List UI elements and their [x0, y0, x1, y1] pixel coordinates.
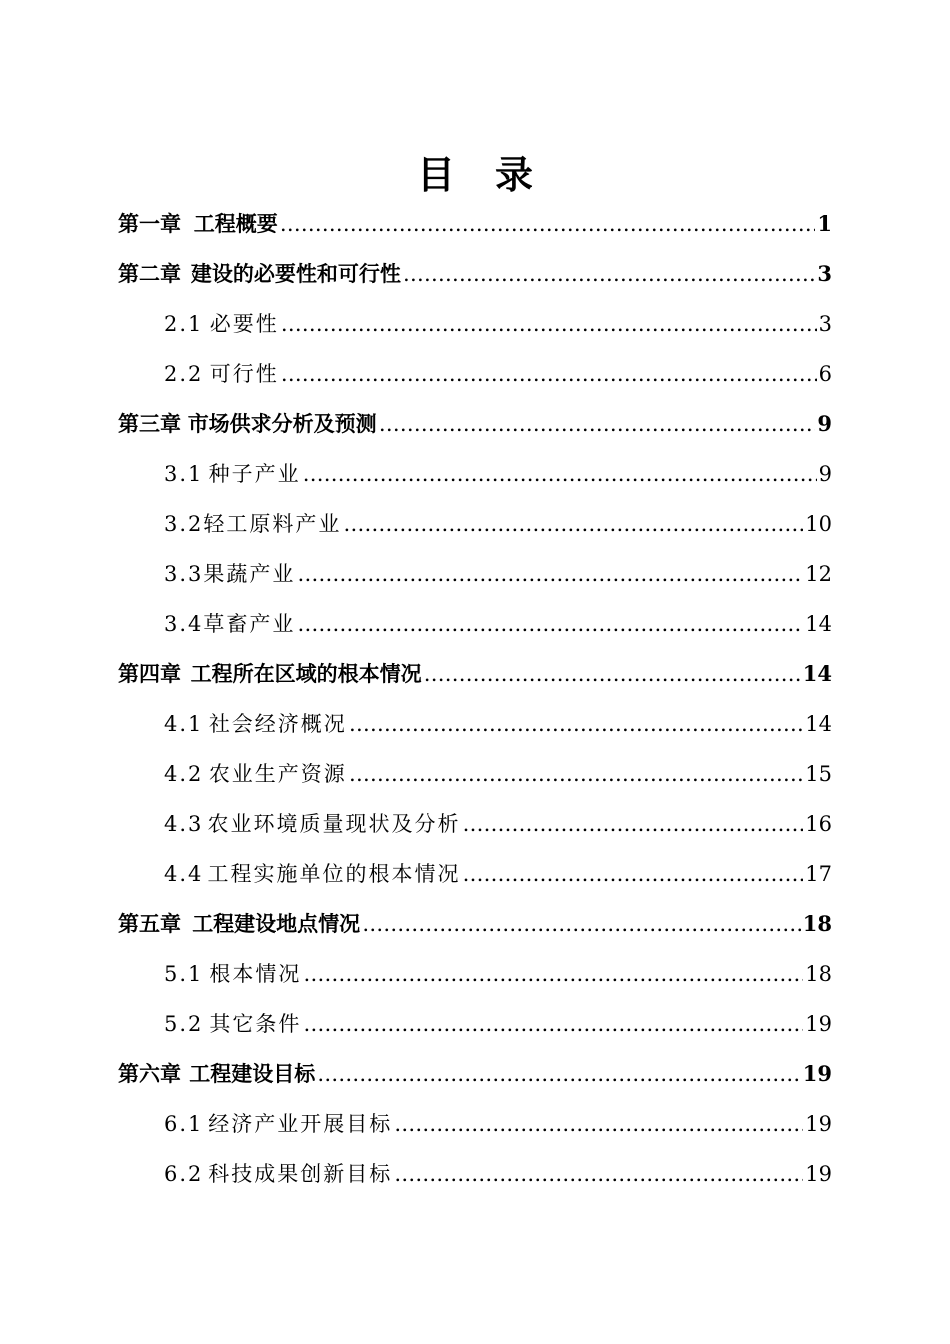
toc-leader-dots — [303, 449, 817, 499]
toc-entry-page: 6 — [818, 362, 832, 386]
toc-entry-text: 建设的必要性和可行性 — [190, 261, 401, 286]
toc-entry[interactable] — [118, 199, 832, 249]
toc-leader-dots — [403, 249, 816, 299]
toc-entry-page: 19 — [805, 1112, 832, 1136]
toc-leader-dots — [394, 1099, 803, 1149]
toc-entry-text: 工程建设目标 — [189, 1061, 316, 1086]
toc-entry-number: 6.2 — [164, 1162, 204, 1186]
toc-entry[interactable] — [164, 949, 832, 999]
toc-leader-dots — [281, 349, 817, 399]
toc-entry-page: 3 — [818, 312, 832, 336]
toc-entry-number: 3.3 — [164, 562, 204, 586]
toc-title-char-2: 录 — [495, 152, 534, 197]
toc-entry-text: 工程所在区域的根本情况 — [190, 661, 422, 686]
toc-entry-text: 经济产业开展目标 — [208, 1112, 393, 1136]
toc-leader-dots — [297, 599, 803, 649]
toc-title — [0, 148, 950, 202]
toc-entry-text: 必要性 — [209, 312, 279, 336]
toc-entry-number: 3.4 — [164, 612, 204, 636]
toc-entry-text: 草畜产业 — [203, 612, 296, 636]
toc-entry-number: 第四章 — [118, 661, 181, 686]
toc-entry-number: 第一章 — [118, 211, 181, 236]
toc-entry-page: 15 — [805, 762, 832, 786]
toc-entry-number: 2.2 — [164, 362, 204, 386]
toc-entry-page: 12 — [805, 562, 832, 586]
toc-entry-page: 19 — [802, 1061, 832, 1086]
toc-entry[interactable] — [118, 649, 832, 699]
toc-entry[interactable] — [164, 1149, 832, 1199]
toc-entry-number: 第二章 — [118, 261, 181, 286]
toc-entry-page: 18 — [805, 962, 832, 986]
toc-entry-page: 14 — [805, 612, 832, 636]
toc-entry-page: 1 — [817, 211, 832, 236]
toc-entry-text: 种子产业 — [208, 462, 301, 486]
toc-entry-text: 工程实施单位的根本情况 — [207, 862, 461, 886]
toc-entry-number: 第三章 — [118, 411, 181, 436]
toc-entry-number: 4.4 — [164, 862, 204, 886]
toc-entry-number: 6.1 — [164, 1112, 204, 1136]
toc-leader-dots — [297, 549, 803, 599]
toc-entry-text: 根本情况 — [209, 962, 302, 986]
toc-entry-number: 第六章 — [118, 1061, 181, 1086]
toc-leader-dots — [362, 899, 801, 949]
toc-leader-dots — [424, 649, 801, 699]
toc-entry[interactable] — [164, 599, 832, 649]
toc-leader-dots — [317, 1049, 801, 1099]
toc-entry-number: 5.1 — [164, 962, 204, 986]
toc-entry-page: 19 — [805, 1162, 832, 1186]
toc-entry-page: 17 — [805, 862, 832, 886]
toc-leader-dots — [394, 1149, 803, 1199]
toc-entry-text: 农业生产资源 — [208, 762, 347, 786]
toc-entry-text: 轻工原料产业 — [203, 512, 342, 536]
toc-entry-number: 4.3 — [164, 812, 204, 836]
toc-leader-dots — [462, 799, 803, 849]
toc-entry-text: 其它条件 — [209, 1012, 302, 1036]
toc-leader-dots — [349, 699, 803, 749]
toc-entry-text: 农业环境质量现状及分析 — [207, 812, 461, 836]
toc-entry[interactable] — [164, 349, 832, 399]
toc-title-char-1: 目 — [416, 152, 455, 197]
toc-entry[interactable] — [164, 999, 832, 1049]
toc-entry-page: 9 — [817, 411, 832, 436]
toc-entry-number: 3.1 — [164, 462, 204, 486]
toc-entry-page: 9 — [818, 462, 832, 486]
toc-entry-number: 第五章 — [118, 911, 181, 936]
toc-entry-number: 2.1 — [164, 312, 204, 336]
toc-leader-dots — [303, 949, 803, 999]
toc-entry-page: 14 — [805, 712, 832, 736]
toc-entry[interactable] — [118, 1049, 832, 1099]
toc-leader-dots — [349, 749, 803, 799]
toc-entry-text: 工程建设地点情况 — [192, 911, 361, 936]
toc-entry-page: 16 — [805, 812, 832, 836]
toc-leader-dots — [379, 399, 816, 449]
toc-entry-page: 10 — [805, 512, 832, 536]
toc-entry-number: 4.1 — [164, 712, 204, 736]
toc-entry[interactable] — [164, 849, 832, 899]
toc-leader-dots — [462, 849, 803, 899]
toc-entry[interactable] — [164, 699, 832, 749]
toc-entry[interactable] — [164, 299, 832, 349]
toc-leader-dots — [280, 199, 816, 249]
toc-entry[interactable] — [164, 1099, 832, 1149]
toc-entry-page: 14 — [802, 661, 832, 686]
toc-entry-text: 市场供求分析及预测 — [187, 411, 377, 436]
toc-entry[interactable] — [118, 249, 832, 299]
toc-entry[interactable] — [118, 399, 832, 449]
toc-entry[interactable] — [164, 549, 832, 599]
toc-entry[interactable] — [164, 449, 832, 499]
toc-leader-dots — [303, 999, 803, 1049]
toc-entry-number: 4.2 — [164, 762, 204, 786]
toc-entry-text: 果蔬产业 — [203, 562, 296, 586]
toc-entry-text: 社会经济概况 — [208, 712, 347, 736]
toc-entry-text: 可行性 — [209, 362, 279, 386]
toc-leader-dots — [281, 299, 817, 349]
toc-entry-text: 科技成果创新目标 — [208, 1162, 393, 1186]
toc-entry[interactable] — [118, 899, 832, 949]
toc-entry-page: 19 — [805, 1012, 832, 1036]
toc-entry[interactable] — [164, 499, 832, 549]
toc-entry-page: 3 — [817, 261, 832, 286]
toc-entry-number: 5.2 — [164, 1012, 204, 1036]
toc-leader-dots — [343, 499, 803, 549]
toc-entry-text: 工程概要 — [193, 211, 278, 236]
toc-entry[interactable] — [164, 749, 832, 799]
toc-entry-number: 3.2 — [164, 512, 204, 536]
toc-entry[interactable] — [164, 799, 832, 849]
toc-entry-page: 18 — [802, 911, 832, 936]
